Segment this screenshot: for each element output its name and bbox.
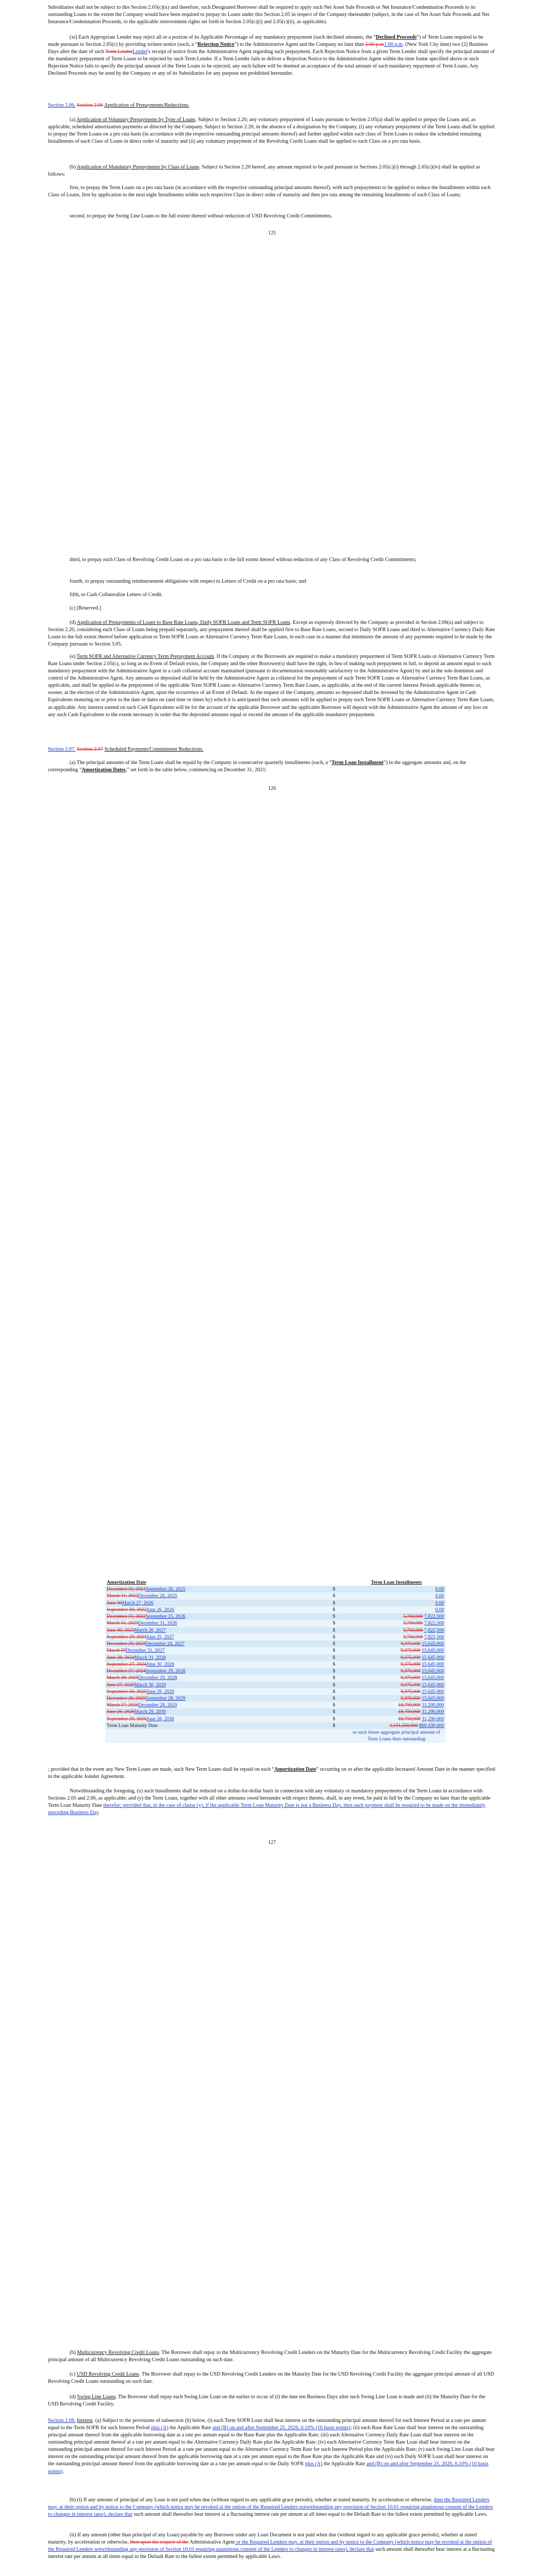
page-number: 126 [268,786,276,791]
subsection-title: Multicurrency Revolving Credit Loans [77,2350,159,2355]
inserted-amount: 7,822,500 [424,1627,444,1633]
empty-cell [331,1729,347,1742]
amortization-row [105,1708,446,1715]
paragraph-subsidiaries: Subsidiaries shall not be subject to this Section 2.05(c)(x) and therefore, such Designated Borrower shall be required to apply such Net Asset Sale Proceeds or Net Insurance/Condemnation Proceeds to its outstanding Loans to the extent the Company would have been required to prepay its Loans under this Section 2.05 in respect of the Company thereunder (subject, in the case of Net Asset Sale Proceeds and Net Insurance/Condemnation Proceeds, to the applicable reinvestment rights set forth in Section 2.05(c)(i) and 2.05(c)(ii), as applicable). [48,5,489,25]
currency-symbol: $ [331,1606,347,1613]
text: ; (ii) each Base Rate Loan shall bear interest on the outstanding principal amount thereof from the applicable borrowing date at a rate per annum equal to the Base Rate plus the Applicable Rate; ( [48,2425,484,2438]
deleted-amount: 9,375,000 [401,1695,421,1701]
header-amortization-date: Amortization Date [105,1579,331,1586]
amortization-row [105,1592,446,1599]
currency-symbol: $ [331,1613,347,1620]
section-heading-2-08 [48,2417,496,2476]
installment-amount [348,1654,446,1661]
currency-symbol: $ [331,1600,347,1606]
maturity-note-row [105,1729,446,1742]
inserted-date: June 28, 2030 [146,1716,174,1722]
maturity-amount [348,1722,446,1729]
page-number: 127 [268,1840,276,1845]
amortization-date [105,1620,331,1626]
text: ” occurring on or after the applicable Increased Amount Date in the manner specified in the applicable Joinder Agreement. [48,1767,496,1780]
paragraph-prepayment-account [48,653,496,719]
paragraph-second: second, to prepay the Swing Line Loans to the full extent thereof without reduction of USD Revolving Credit Commitments, [70,213,333,219]
text: . Subject to Section 2.20, any voluntary prepayment of Loans pursuant to Section 2.05(a) shall be applied to prepay the Loans and, as applicable, scheduled amortization payments as directed by the Company. Subject to Section 2.20, in the absence of a designation by the Company, (i) any voluntary prepayment of the Term Loans shall be applied to prepay the Term Loans on a pro rata basis (in accordance with the respective outstanding principal amounts thereof) and further applied within each class of Term Loans to reduce the scheduled remaining Installments of each Class of Loans in direct order of maturity and (ii) any voluntary prepayment of the Revolving Credit Loans shall be applied to each Class on a pro rata basis. [48,117,495,145]
text: (b) [70,2350,77,2355]
deleted-date: March 29 [107,1648,126,1654]
deleted-date: December 29, 2023 [107,1641,146,1647]
amortization-date [105,1613,331,1620]
inserted-amount: 31,290,000 [421,1716,444,1722]
text: . (a) Subject to the provisions of subsection (b) below, ( [92,2418,209,2424]
amortization-row [105,1647,446,1654]
inserted-date: June 26, 2026 [146,1606,174,1613]
inserted-amount: 7,822,500 [424,1614,444,1620]
subsection-title: Application of Voluntary Prepayments by Type of Loans [76,117,195,123]
inserted-text: 1:00 p.m [384,42,403,48]
inserted-amount: 15,645,000 [421,1648,444,1654]
amortization-row [105,1668,446,1674]
deleted-amount: 9,375,000 [401,1682,421,1688]
inserted-date: December 26, 2025 [138,1593,177,1599]
amortization-date [105,1716,331,1722]
section-title: Application of Prepayments/Reductions [104,103,188,108]
text: (d) [70,620,77,625]
paragraph-application-base-rate [48,619,496,648]
inserted-amount: 0.00 [435,1593,444,1599]
text: Administrative Agent [188,2539,235,2546]
text: such amount shall thereafter bear interest at a fluctuating interest rate per annum at all times equal to the Default Rate to the fullest extent permitted by applicable Laws. [48,2547,495,2560]
deleted-amount: 3,750,000 [403,1634,423,1640]
text: ”) to the Administrative Agent and the Company no later than [234,42,366,48]
currency-symbol: $ [331,1674,347,1681]
text: . The Borrower shall repay to the Multicurrency Revolving Credit Lenders on the Maturity Date for the Multicurrency Revolving Credit Facility the aggregate principal amount of all Multicurrency Revolving Credit Loans outstanding on such date. [48,2350,492,2363]
inserted-date: December 28, 2029 [138,1702,177,1708]
currency-symbol: $ [331,1722,347,1729]
currency-symbol: $ [331,1647,347,1654]
deleted-amount: 9,375,000 [401,1648,421,1654]
amortization-date [105,1688,331,1695]
paragraph-multicurrency-revolving [48,2349,496,2364]
installment-amount [348,1613,446,1620]
amortization-date [105,1586,331,1592]
inserted-amount: 7,822,500 [424,1620,444,1626]
inserted-text: Lender [133,49,147,55]
amortization-row [105,1640,446,1647]
inserted-text: and (B) on and after September 25, 2026, 0.10% (10 basis points) [48,2461,489,2475]
inserted-amount: 15,645,000 [421,1688,444,1694]
currency-symbol: $ [331,1716,347,1722]
paragraph-swing-line [48,2394,496,2408]
maturity-row [105,1722,446,1729]
deleted-amount: 3,750,000 [403,1627,423,1633]
amortization-row [105,1654,446,1661]
defined-term: Term Loan Installment [331,760,384,766]
deleted-date: June 27, 2025 [107,1682,135,1688]
amortization-row [105,1606,446,1613]
deleted-date: June 30, 2023 [107,1627,135,1633]
deleted-date: December 27, 2024 [107,1668,146,1674]
amortization-date [105,1654,331,1661]
amortization-row [105,1682,446,1688]
amortization-row [105,1661,446,1668]
currency-symbol: $ [331,1682,347,1688]
installment-amount [348,1606,446,1613]
installment-amount [348,1620,446,1626]
amortization-row [105,1674,446,1681]
amortization-date [105,1600,331,1606]
amortization-date [105,1627,331,1634]
inserted-text: Section 2.08. [48,2418,76,2424]
amortization-row [105,1620,446,1626]
paragraph-fifth: fifth, to Cash Collateralize Letters of Credit. [70,592,163,598]
text: (a) [70,117,77,123]
currency-symbol: $ [331,1620,347,1626]
installment-amount [348,1592,446,1599]
currency-symbol: $ [331,1586,347,1592]
installment-amount [348,1647,446,1654]
text: . Subject to Section 2.20 hereof, any amount required to be paid pursuant to Sections 2.05(c)(i) through 2.05(c)(iv) shall be applied as follows: [48,164,481,178]
page-number: 125 [268,230,276,236]
text: ; provided that in the event any New Term Loans are made, such New Term Loans shall be repaid on each “ [48,1767,274,1772]
installment-amount [348,1688,446,1695]
inserted-date: September 25, 2026 [145,1614,186,1620]
maturity-note: or such lesser aggregate principal amount of Term Loans then outstanding [348,1729,446,1742]
section-title: Scheduled Payments/Commitment Reductions [104,747,203,752]
deleted-date: December 31, 2021 [107,1586,146,1592]
defined-term: Rejection Notice [197,42,235,48]
deleted-amount: 18,750,000 [398,1716,421,1722]
amortization-date [105,1695,331,1702]
text: Notwithstanding the foregoing, (x) such Installments shall be reduced on a dollar-for-dollar basis in connection with any voluntary or mandatory prepayments of the Term Loans in accordance with Sections 2.05 and 2.06, as applicable; and (y) the Term Loans, together with all other amounts owed hereunder with respect thereto, shall, in any event, be paid in full by the Company no later than the applicable Term Loan Maturity Date [48,1788,491,1809]
text: (ii) If any amount (other than principal of any Loan) payable by any Borrower under any Loan Document is not paid when due (without regard to any applicable grace periods), whether at stated maturity, by acceleration or otherwise, [48,2532,477,2546]
inserted-date: December 24, 2027 [145,1641,185,1647]
paragraph-reserved: (c) [Reserved.] [70,605,102,611]
amortization-date [105,1668,331,1674]
inserted-date: March 26, 2027 [134,1627,166,1633]
inserted-amount: 0.00 [435,1600,444,1606]
amortization-date [105,1592,331,1599]
inserted-date: June 30, 2028 [146,1661,174,1667]
deleted-amount: 9,375,000 [401,1688,421,1694]
amortization-date [105,1702,331,1708]
amortization-date [105,1708,331,1715]
section-title: Interest [77,2418,93,2424]
inserted-date: March 29, 2030 [134,1709,166,1715]
currency-symbol: $ [331,1688,347,1695]
inserted-amount: 15,645,000 [421,1695,444,1701]
amortization-row [105,1613,446,1620]
deleted-date: March 31, 2023 [107,1620,139,1626]
deleted-date: June 28, 2024 [107,1654,135,1660]
paragraph-term-loan-installments [48,759,496,774]
text: ”) of Term Loans required to be made pursuant to Section 2.05(c) by providing written notice (such, a “ [48,35,484,48]
deleted-date: June 26, 2026 [107,1709,135,1715]
deleted-text: Term Lender [105,49,133,55]
inserted-date: March 27, 2026 [122,1600,154,1606]
deleted-date: March 27, 2026 [107,1702,139,1708]
section-heading-2-06: Section 2.06. Section 2.06 Application of Prepayments/Reductions. [48,103,190,108]
text: such amount shall thereafter bear interest at a fluctuating interest rate per annum at all times equal to the Default Rate to the fullest extent permitted by applicable Laws. [132,2512,488,2518]
subsection-title: USD Revolving Credit Loans [76,2371,139,2377]
installment-amount [348,1716,446,1722]
currency-symbol: $ [331,1654,347,1661]
inserted-amount: 15,645,000 [421,1654,444,1660]
paragraph-new-term-loans [48,1766,496,1781]
inserted-date: March 31, 2028 [134,1654,166,1660]
paragraph-first: first, to prepay the Term Loans on a pro rata basis (in accordance with the respective outstanding principal amounts thereof), with such prepayments to be applied to reduce the Installments within each Class of Loans, first by application to the next eight Installments within such respective Class in direct order of maturity and then pro rata among the remaining Installments of each Class of Loans; [48,185,491,198]
text: i) each Term SOFR Loan shall bear interest on the outstanding principal amount thereof for each Interest Period at a rate per annum equal to the Term SOFR for such Interest Period [48,2418,486,2431]
amortization-date [105,1682,331,1688]
installment-amount [348,1702,446,1708]
text: ”) in the aggregate amounts and, on the corresponding “ [48,760,466,773]
subsection-title: Application of Prepayments of Loans to Base Rate Loans, Daily SOFR Loans and Term SOFR Loans [76,620,290,625]
paragraph-declined-proceeds [48,34,496,77]
inserted-text: Section 2.07. [48,747,76,752]
paragraph-usd-revolving [48,2371,496,2385]
text: . The Borrower shall repay to the USD Revolving Credit Lenders on the Maturity Date for the USD Revolving Credit Facility the aggregate principal amount of all USD Revolving Credit Loans outstanding on such date. [48,2371,494,2385]
inserted-date: September 28, 2029 [145,1695,186,1701]
currency-symbol: $ [331,1702,347,1708]
installment-amount [348,1627,446,1634]
inserted-amount: 15,645,000 [421,1682,444,1688]
amortization-row [105,1702,446,1708]
deleted-amount: 1,151,250,000 [389,1722,418,1728]
amortization-date [105,1634,331,1640]
paragraph-notwithstanding [48,1788,496,1817]
installment-amount [348,1640,446,1647]
currency-symbol: $ [331,1634,347,1640]
text: 's receipt of notice from the Administrative Agent regarding such prepayment. Each Rejection Notice from a given Term Lender shall specify the principal amount of the mandatory prepayment of Term Loans to be rejected by such Term Lender. If a Term Lender fails to deliver a Rejection Notice to the Administrative Agent within the time frame specified above or such Rejection Notice fails to specify the principal amount of the Term Loans to be rejected, any such failure will be deemed an acceptance of the total amount of such mandatory repayment of Term Loans. Any Declined Proceeds may be used by the Company or any of its Subsidiaries for any purpose not prohibited hereunder. [48,49,495,77]
inserted-amount: 31,290,000 [421,1709,444,1715]
text: (xi) Each Appropriate Lender may reject all or a portion of its Applicable Percentage of any mandatory prepayment (such declined amounts, the “ [70,35,376,40]
deleted-date: December 26, 2025 [107,1695,146,1701]
deleted-amount: 9,375,000 [401,1641,421,1647]
amortization-rows [105,1586,446,1722]
currency-symbol: $ [331,1695,347,1702]
inserted-text: plus (A) [305,2461,323,2467]
inserted-amount: 15,645,000 [421,1661,444,1667]
subsection-title: Application of Mandatory Prepayments by Class of Loans [76,164,200,170]
inserted-amount: 869,439,000 [419,1722,444,1728]
amortization-row [105,1600,446,1606]
installment-amount [348,1674,446,1681]
installment-amount [348,1661,446,1668]
currency-symbol: $ [331,1661,347,1668]
text: (a) The principal amounts of the Term Loans shall be repaid by the Company in consecutive quarterly installments (each, a “ [70,760,332,766]
text: ,” set forth in the table below, commencing on December 31, 2021: [125,767,267,773]
paragraph-voluntary-prepayments [48,116,496,145]
inserted-text: plus (A) [151,2425,169,2431]
text: iii) each Alternative Currency Daily Rate Loan shall bear interest on the outstanding principal amount thereof at a rate per annum equal to the Alternative Currency Daily Rate plus the Applicable Rate; (iv) each Alternative Currency Term Rate Loan shall bear interest on the outstanding principal amount thereof for each Interest Period at a rate per annum equal to the Alternative Currency Term Rate for such Interest Period plus the Applicable Rate; (v) each Swing Line Loan shall bear interest on the outstanding principal amount thereof from the applicable borrowing date at a rate per annum equal to the Base Rate plus the Applicable Rate and (vi) each Daily SOFR Loan shall bear interest on the outstanding principal amount thereof from the applicable borrowing date at a rate per annum equal to the Daily SOFR [48,2432,495,2467]
table-header [105,1579,446,1586]
deleted-text: then upon the request of the [130,2539,189,2546]
deleted-date: September 29, 2023 [107,1634,147,1640]
installment-amount [348,1708,446,1715]
amortization-row [105,1586,446,1592]
inserted-amount: 7,822,500 [424,1634,444,1640]
inserted-amount: 15,645,000 [421,1675,444,1681]
inserted-date: December 31, 2027 [126,1648,165,1654]
deleted-amount: 9,375,000 [401,1654,421,1660]
maturity-label: Term Loan Maturity Date [105,1722,331,1729]
deleted-text: Section 2.07 [77,747,103,752]
text: (b) [70,164,77,170]
installment-amount [348,1668,446,1674]
inserted-date: September 26, 2025 [145,1586,186,1592]
installment-amount [348,1682,446,1688]
inserted-date: December 29, 2028 [138,1675,177,1681]
inserted-text: Section 2.06. [48,103,76,108]
inserted-date: June 29, 2029 [146,1688,174,1694]
amortization-date [105,1640,331,1647]
amortization-row [105,1695,446,1702]
currency-symbol: $ [331,1627,347,1634]
text: ii) the Maturity Date for the USD Revolving Credit Facility. [48,2394,486,2408]
text: the Applicable Rate [322,2461,367,2467]
installment-amount [348,1695,446,1702]
text: the Applicable Rate [168,2425,212,2431]
paragraph-mandatory-prepayments [48,164,496,178]
text: (b) (i) If any amount of principal of any Loan is not paid when due (without regard to any applicable grace periods), whether at stated maturity, by acceleration or otherwise, [70,2497,434,2503]
defined-term: Amortization Dates [81,767,126,773]
deleted-amount: 18,750,000 [398,1709,421,1715]
inserted-date: March 30, 2029 [134,1682,166,1688]
amortization-row [105,1634,446,1640]
paragraph-fourth: fourth, to prepay outstanding reimbursement obligations with respect to Letters of Credit on a pro rata basis; and [70,579,306,584]
paragraph-default-principal [48,2497,496,2518]
deleted-date: September 27, 2024 [107,1661,147,1667]
currency-symbol: $ [331,1592,347,1599]
text: . Except as expressly directed by the Company as provided in Section 2.06(a) and subject to Section 2.20, considering each Class of Loans being prepaid separately, any prepayment thereof shall be applied first to Base Rate Loans, second to Daily SOFR Loans and third to Alternative Currency Daily Rate Loans to the full extent thereof before application to Term SOFR Loans or Alternative Currency Term Rate Loans, in each case in a manner that minimizes the amount of any payments required to be made by the Company pursuant to Section 3.05. [48,620,495,648]
paragraph-default-other-amounts [48,2532,496,2561]
deleted-date: March 28, 2025 [107,1675,139,1681]
amortization-table [105,1579,446,1743]
deleted-date: September 26, 2025 [107,1688,147,1694]
installment-amount [348,1600,446,1606]
inserted-text: and (B) on and after September 25, 2026, 0.10% (10 basis points) [212,2425,351,2431]
inserted-amount: 31,290,000 [421,1702,444,1708]
deleted-date: September 30, 2022 [107,1606,147,1613]
deleted-date: September 25, 2026 [107,1716,147,1722]
inserted-text: therefor; provided that, in the case of clause (y), if the applicable Term Loan Maturity Date is not a Business Day, then such payment shall be required to be made on the immediately preceding Business Day [48,1803,486,1816]
amortization-row [105,1627,446,1634]
inserted-date: September 29, 2028 [145,1668,186,1674]
text: (c) [70,2371,77,2377]
amortization-date [105,1606,331,1613]
deleted-text: 5:00 p.m [365,42,384,48]
header-term-loan-installments: Term Loan Installments [348,1579,446,1586]
empty-cell [105,1729,331,1742]
installment-amount [348,1586,446,1592]
currency-symbol: $ [331,1708,347,1715]
subsection-title: Term SOFR and Alternative Currency Term Prepayment Account [76,654,214,659]
inserted-amount: 15,645,000 [421,1641,444,1647]
inserted-date: June 25, 2027 [146,1634,174,1640]
deleted-amount: 9,375,000 [401,1661,421,1667]
amortization-date [105,1661,331,1668]
inserted-text: or the Required Lenders may, at their option and by notice to the Company (which notice may be revoked at the option of the Required Lenders notwithstanding any provision of Section 10.01 requiring unanimous consent of the Lenders to changes in interest rates), declare that [48,2539,492,2553]
deleted-date: December 31, 2022 [107,1614,146,1620]
inserted-amount: 15,645,000 [421,1668,444,1674]
inserted-amount: 0.00 [435,1586,444,1592]
subsection-title: Swing Line Loans [77,2394,116,2400]
installment-amount [348,1634,446,1640]
deleted-date: March 31, 2022 [107,1593,139,1599]
text: . [98,1810,100,1816]
text: (e) [70,654,77,659]
defined-term: Amortization Date [274,1767,317,1772]
text: (d) [70,2394,77,2400]
currency-symbol: $ [331,1640,347,1647]
defined-term: Declined Proceeds [375,35,417,40]
deleted-text: Section 2.06 [77,103,103,108]
text: . If the Company or the Borrowers are required to make a mandatory prepayment of Term SOFR Loans or Alternative Currency Term Rate Loans under Section 2.05(c), so long as no Event of Default exists, the Company and the other Borrower(s) shall have the right, in lieu of making such prepayment in full, to deposit an amount equal to such mandatory prepayment with the Administrative Agent in a cash collateral account maintained (pursuant to documentation reasonably satisfactory to the Administrative Agent) by and in the sole dominion and control of the Administrative Agent. Any amounts so deposited shall be held by the Administrative Agent as collateral for the prepayment of such Term SOFR Loans or Alternative Currency Term Rate Loans, as applicable, and shall be applied to the prepayment of the applicable Term SOFR Loans or Alternative Currency Term Rate Loans, as applicable, at the end of the current Interest Periods applicable thereto or, sooner, at the election of the Administrative Agent, upon the occurrence of an Event of Default. At the request of the Company, amounts so deposited shall be invested by the Administrative Agent in Cash Equivalents maturing on or prior to the date or dates on (and time or times by) which it is anticipated that such amounts will be applied to prepay such Term SOFR Loans or Alternative Currency Term Rate Loans, as applicable. Any interest earned on such Cash Equivalents will be for the account of the applicable Borrower and the applicable Borrower will deposit with the Administrative Agent the amount of any loss on any such Cash Equivalents to the extent necessary in order that the deposited amounts equal or exceed the amount of the applicable mandatory prepayment. [48,654,495,718]
inserted-text: then the Required Lenders may, at their option and by notice to the Company (which notice may be revoked at the option of the Required Lenders notwithstanding any provision of Section 10.01 requiring unanimous consent of the Lenders to changes in interest rates), declare that [48,2497,493,2518]
amortization-date [105,1674,331,1681]
inserted-amount: 0.00 [435,1606,444,1613]
currency-symbol: $ [331,1668,347,1674]
deleted-amount: 9,375,000 [401,1668,421,1674]
text: . [62,2468,64,2475]
deleted-date: June 30 [107,1600,122,1606]
paragraph-third: third, to prepay each Class of Revolving Credit Loans on a pro rata basis to the full extent thereof without reduction of any Class of Revolving Credit Commitments; [70,557,417,563]
deleted-amount: 9,375,000 [401,1675,421,1681]
text: . (New York City time) two (2) Business Days after the date of such [48,42,488,55]
text: . The Borrower shall repay each Swing Line Loan on the earlier to occur of ( [116,2394,277,2400]
inserted-date: December 31, 2026 [138,1620,177,1626]
header-spacer [331,1579,347,1586]
amortization-date [105,1647,331,1654]
deleted-amount: 3,750,000 [403,1620,423,1626]
amortization-row [105,1716,446,1722]
amortization-row [105,1688,446,1695]
section-heading-2-07: Section 2.07. Section 2.07 Scheduled Payments/Commitment Reductions. [48,747,204,752]
text: i) the date ten Business Days after such Swing Line Loan is made and ( [276,2394,427,2400]
deleted-amount: 3,750,000 [403,1614,423,1620]
deleted-amount: 18,750,000 [398,1702,421,1708]
